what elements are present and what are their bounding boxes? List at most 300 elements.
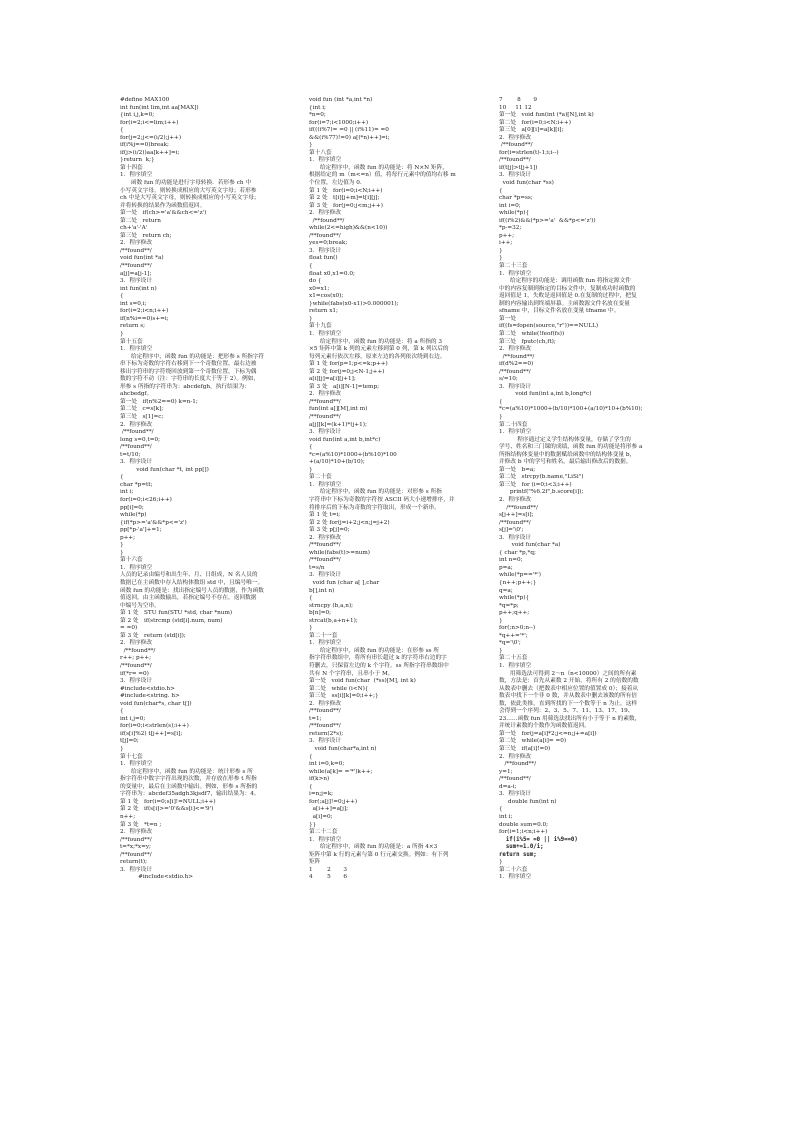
text-line: /**found**/	[120, 444, 152, 451]
text-line: 2．程序修改	[499, 496, 532, 503]
text-line: 从数表中删去（把数表中相应位置的值置成 0）；接着从	[499, 685, 639, 692]
text-line: for(i=1;i<n;i++)	[499, 829, 548, 836]
text-line: /**found**/	[309, 398, 341, 405]
text-line: 函数 fun 的功能是：找出指定编号人员的数据，作为函数	[120, 587, 264, 594]
text-line: void fun(char *a)	[499, 542, 561, 549]
text-line: if(*r= =0)	[120, 670, 149, 677]
text-line: b[],int n)	[309, 587, 335, 594]
text-line: *q='\0';	[499, 640, 521, 647]
text-line: 共有 N 个字符串，且串小于 M。	[309, 670, 394, 677]
text-line: {	[499, 806, 503, 813]
text-line: 第三处 fputc(ch,ft);	[499, 338, 556, 345]
text-line: 个位置，左边值为 0.	[309, 180, 362, 187]
text-line: }	[120, 542, 124, 549]
text-line: void fun(char*a,int n)	[309, 746, 377, 753]
text-line: long s=0,t=0;	[120, 436, 161, 443]
text-line: /**found**/	[120, 851, 152, 858]
text-line: 串下标为奇数的字符右移到下一个奇数位置，最右边被	[120, 361, 257, 368]
text-line: a[j][k]=(k+1)*(j+1);	[309, 421, 367, 428]
text-line: 第三处 a[0][i]=a[k][i];	[499, 127, 564, 134]
text-line: r++; p++;	[120, 655, 152, 662]
text-line: 3．程序设计	[499, 534, 532, 541]
text-line: void fun(char *t, int pp[])	[120, 466, 209, 473]
text-line: }	[499, 255, 503, 262]
text-line: ahcbedgf。	[120, 391, 153, 398]
text-line: }	[120, 330, 124, 337]
text-line: /**found**/	[120, 429, 154, 436]
text-line: 1．程序填空	[499, 663, 532, 670]
text-line: q=a;	[499, 587, 513, 594]
text-line: 数表中找下一个非 0 数，并从数表中删去该数的所有倍	[499, 693, 638, 700]
text-line: 第二处 while(!feof(fs))	[499, 330, 565, 337]
text-line: #include<stdio.h>	[120, 685, 175, 692]
text-line: 程序通过定义学生结构体变量，存储了学生的	[499, 436, 631, 443]
text-line: 给定程序的功能是：调用函数 fun 将指定源文件	[499, 278, 631, 285]
text-line: *c=(a%10)*1000+(b/10)*100+(a/10)*10+(b%10);	[499, 406, 643, 413]
text-line: p++;	[499, 232, 515, 239]
text-line: t=1;	[309, 715, 322, 722]
text-line: return s;	[120, 323, 146, 330]
text-line: /**found**/	[499, 504, 538, 511]
text-line: 第一处 void fun(char (*ss)[M], int k)	[309, 678, 416, 685]
text-line: 1．程序填空	[499, 874, 532, 881]
text-line: 第二处 return	[120, 217, 161, 224]
text-line: 3．程序设计	[309, 247, 342, 254]
text-line: 形参 s 所指的字符串为：abcdefgh，执行结果为：	[120, 383, 250, 390]
text-line: while(a[k]= ='*')k++;	[309, 768, 373, 775]
text-line: /**found**/	[499, 368, 531, 375]
text-line: if(((i%7)= =0 || (i%11)= =0	[309, 127, 389, 134]
text-line: 并统计素数的个数作为函数值返回。	[499, 723, 590, 730]
text-line: 第十四套	[120, 164, 143, 171]
text-line: for(i=strlen(t)-1;i;i--)	[499, 149, 559, 156]
text-line: {	[499, 187, 503, 194]
text-line: 第 3 处 *t=n ;	[120, 821, 162, 828]
text-line: 给定程序中，函数 fun 的功能是：将 a 所指的 3	[309, 338, 443, 345]
text-line: for(j=2;j<=(i/2);j++)	[120, 134, 182, 141]
text-line: { char *p,*q;	[499, 549, 536, 556]
text-line: 字符串中下标为奇数的字符按 ASCII 码大小递增排序，并	[309, 496, 455, 503]
text-line: int i=0;	[499, 202, 521, 209]
text-line: 第二处 for(i=0;i<N;i++)	[499, 119, 571, 126]
text-line: {	[309, 783, 313, 790]
text-line: 第十九套	[309, 323, 332, 330]
text-line: t=*x;*x=y;	[120, 844, 151, 851]
text-line: #include<string. h>	[120, 693, 180, 700]
text-line: sum+=1.0/i;	[499, 844, 544, 851]
text-line: /**found**/	[309, 217, 345, 224]
text-line: 2．程序修改	[120, 421, 153, 428]
text-line: *n=0;	[309, 112, 326, 119]
text-line: {	[120, 708, 124, 715]
text-line: 指字符串中数字字符出现的次数，并存放在形参 t 所指	[120, 776, 257, 783]
text-line: /**found**/	[499, 776, 531, 783]
text-line: 3．程序设计	[309, 738, 342, 745]
text-line: }	[120, 549, 124, 556]
text-line: 7 8 9	[499, 97, 537, 103]
text-line: 1．程序填空	[120, 564, 153, 571]
text-line: /**found**/	[309, 708, 341, 715]
text-line: pp[*p-'a']+=1;	[120, 527, 162, 534]
text-line: b[n]=0;	[309, 610, 332, 617]
text-line: d=a-i;	[499, 783, 517, 790]
text-line: }	[309, 466, 313, 473]
text-line: 第 3 处 p[j]=0;	[309, 527, 350, 534]
text-line: while(*p){	[499, 210, 530, 217]
text-line: for(i=0;i<strlen(s);i++)	[120, 723, 189, 730]
text-line: 符删去，只保留左边的 k 个字符。ss 所指字符串数组中	[309, 663, 449, 670]
text-column-right	[499, 97, 683, 882]
text-line: 第二处 while(a[i]= =0)	[499, 738, 567, 745]
text-line: 所指结构体变量中的数据赋给函数中的结构体变量 b，	[499, 451, 636, 458]
text-line: *p-=32;	[499, 225, 522, 232]
text-line: *q++='*';	[499, 632, 528, 639]
text-line: return(2*s);	[309, 730, 344, 737]
text-line: int i;	[499, 813, 513, 820]
text-line: {	[499, 398, 503, 405]
text-line: void fun (char a[ ],char	[309, 580, 380, 586]
text-line: 给定程序中，函数 fun 的功能是：把形参 s 所指字符	[120, 353, 265, 360]
text-line: 第二十五套	[499, 655, 528, 662]
text-line: while(*p=='*')	[499, 572, 541, 579]
text-line: for(i=0;i<26;i++)	[120, 496, 172, 503]
text-line: a[i]=0;	[309, 813, 333, 820]
text-line: 第十七套	[120, 753, 143, 760]
text-line: {if(*p>='a'&&*p<='z')	[120, 519, 187, 526]
text-line: if((fs=fopen(source,"r"))==NULL)	[499, 323, 599, 330]
text-line: double fun(int n)	[499, 798, 557, 805]
text-line: 3．程序设计	[120, 678, 153, 685]
text-line: return sum;	[499, 851, 537, 858]
text-line: double sum=0.0;	[499, 821, 549, 828]
text-line: 3．程序设计	[309, 572, 342, 579]
text-line: }}	[309, 821, 317, 828]
text-line: 1．程序填空	[309, 157, 342, 164]
text-line: 23……函数 fun 用筛选法找出所有小于等于 n 的素数，	[499, 715, 641, 722]
text-line: }	[309, 315, 313, 322]
text-line: 给定程序中，函数 fun 的功能是：对形参 s 所指	[309, 489, 442, 496]
text-line: t[j]=0;	[120, 738, 139, 745]
text-line: t=t/10;	[120, 451, 141, 458]
text-line: i++;	[499, 240, 513, 247]
text-line: 2．程序修改	[499, 346, 532, 353]
text-line: 3．程序设计	[499, 791, 532, 798]
text-line: 小写英文字母，则转换成相应的大写英文字母；若形参	[120, 187, 257, 194]
text-line: 2．程序修改	[120, 640, 153, 647]
text-line: 第二十三套	[499, 263, 528, 270]
text-line: #define MAX100	[120, 97, 170, 103]
text-line: /**found**/	[120, 836, 152, 843]
text-line: 第 3 处 a[i][N-1]=temp;	[309, 383, 380, 390]
text-line: int i=0,k=0;	[309, 761, 345, 768]
text-line: p++;	[120, 534, 136, 541]
text-line: /**found**/	[499, 353, 535, 360]
text-line: 第 1 处 STU fun(STU *std, char *num)	[120, 610, 233, 617]
text-line: fun(int a[][M],int m)	[309, 406, 368, 413]
text-line: s/=10;	[499, 376, 518, 383]
text-line: 1．程序填空	[309, 481, 342, 488]
text-line: yes=0;break;	[309, 240, 348, 247]
text-line: 第一处 if(n%2==0) k=n-1;	[120, 398, 198, 405]
text-line: 中编号为空串。	[120, 602, 160, 609]
text-line: {	[309, 444, 313, 451]
text-line: y=1;	[499, 768, 513, 775]
text-line: ch+'a'-'A'	[120, 225, 148, 232]
text-line: int n=0;	[499, 557, 523, 564]
text-line: 1．程序填空	[120, 346, 153, 353]
text-line: 矩阵中第 k 行的元素与第 0 行元素交换。例如：有下列	[309, 851, 449, 858]
text-line: 第 2 处 if(strcmp (std[i].num, num)	[120, 617, 223, 624]
text-line: 3．程序设计	[120, 866, 153, 873]
text-line: 第十五套	[120, 338, 143, 345]
text-line: }	[499, 617, 503, 624]
text-line: 第 1 处 for(i=0;s[i]!=NULL;i++)	[120, 798, 216, 805]
text-line: 第 3 处 return (std[i]);	[120, 632, 186, 639]
text-line: return(t);	[120, 859, 148, 866]
text-line: {	[120, 293, 124, 300]
text-line: {int i,j,k=0;	[120, 112, 155, 119]
text-line: /**found**/	[499, 157, 531, 164]
text-line: 第二处 strcpy(b.name,"LiSi")	[499, 474, 584, 481]
text-line: }	[309, 142, 313, 149]
text-line: /**found**/	[309, 232, 341, 239]
text-line: 1．程序填空	[309, 836, 342, 843]
text-line: 第一处	[499, 315, 517, 322]
text-line: void fun (int *a,int *n)	[309, 97, 373, 103]
text-line: {	[309, 263, 313, 270]
text-line: if(n%i==0)s+=i;	[120, 315, 169, 322]
text-line: int i;	[120, 489, 134, 496]
text-line: 第一处 void fun(int (*a)[N],int k)	[499, 112, 594, 119]
text-line: 第三处 ss[i][k]=0;i++;}	[309, 693, 379, 700]
text-column-middle	[309, 97, 494, 882]
text-line: int fun(int lim,int aa[MAX])	[120, 104, 199, 111]
text-line: 4 5 6	[309, 874, 347, 881]
text-line: 第二十六套	[499, 866, 528, 873]
text-line: char *p=tt;	[120, 481, 153, 488]
text-line: }while(fabs(x0-x1)>0.000001);	[309, 300, 399, 307]
text-column-left	[120, 97, 304, 882]
text-line: 第一处 for(j=a[i]*2;j<=n;j+=a[i])	[499, 730, 597, 737]
text-line: /**found**/	[309, 723, 341, 730]
text-line: 1 2 3	[309, 866, 347, 873]
text-line: 人员的记录由编号和出生年、月、日组成，N 名人员的	[120, 572, 258, 579]
text-line: 第十六套	[120, 557, 143, 564]
text-line: /**found**/	[120, 663, 152, 670]
text-line: for(i=7;i<1000;i++)	[309, 119, 369, 126]
text-line: 并修改 b 中的学号和姓名，最后输出修改后的数据。	[499, 459, 632, 466]
text-line: 3．程序设计	[120, 459, 153, 466]
text-line: i=n;j=k;	[309, 791, 334, 798]
text-line: 给定程序中，函数 fun 的功能是：统计形参 s 所	[120, 768, 253, 775]
text-line: /**found**/	[499, 142, 533, 149]
text-line: }	[309, 625, 313, 632]
text-line: 3．程序设计	[499, 383, 532, 390]
text-line: if(j>(i/2))aa[k++]=i;	[120, 149, 180, 156]
text-line: 2．程序修改	[120, 240, 153, 247]
text-line: int s=0,i;	[120, 300, 147, 307]
text-line: 第 1 处 t=i;	[309, 512, 341, 519]
text-line: 第 3 处 for(j=0;j<m;j++)	[309, 202, 383, 209]
text-line: if(t[j]>t[j+1])	[499, 164, 538, 171]
text-line: 第三处 if(a[i]!=0)	[499, 746, 551, 753]
text-line: if(s[i]%2) t[j++]=s[i];	[120, 730, 183, 737]
text-line: 第二十套	[309, 474, 332, 481]
text-line: int fun(int n)	[120, 285, 157, 292]
text-line: 数据已在主函数中存入结构体数组 std 中，且编号唯一。	[120, 580, 264, 586]
text-line: 2．程序修改	[499, 753, 532, 760]
text-line: 会得到一个序列：2、3、5、7、11、13、17、19、	[499, 708, 634, 715]
text-line: 第十八套	[309, 149, 332, 156]
text-line: 1．程序填空	[120, 761, 153, 768]
text-line: 用筛选法可得到 2～n（n<10000）之间的所有素	[499, 670, 637, 677]
text-line: {	[309, 595, 313, 602]
text-line: 数，依此类推，直到所找的下一个数等于 n 为止。这样	[499, 700, 638, 707]
text-line: = =0)	[120, 625, 138, 632]
text-line: 2．程序修改	[120, 829, 153, 836]
text-line: 1．程序填空	[309, 640, 342, 647]
text-line: 并将转换的结果作为函数值返回。	[120, 202, 206, 209]
text-line: 第 1 处 for(p=1;p<=k;p++)	[309, 361, 388, 368]
text-line: a[i][j]=a[i][j+1];	[309, 376, 356, 383]
text-line: 3．程序设计	[309, 429, 342, 436]
text-line: *c=(a%10)*1000+(b%10)*100	[309, 451, 397, 458]
text-line: }	[499, 413, 503, 420]
text-line: 数的字符不动（注：字符串的长度大于等于 2）。例如，	[120, 376, 260, 383]
text-line: 中的内容复制到指定的目标文件中，复制成功时函数的	[499, 285, 636, 292]
text-line: /**found**/	[499, 761, 537, 768]
text-line: /**found**/	[120, 263, 152, 270]
text-line: if(k>n)	[309, 776, 330, 783]
text-line: }	[499, 647, 503, 654]
text-line: 给定程序中，函数 fun 的功能是：将 N×N 矩阵，	[309, 164, 448, 171]
text-line: do {	[309, 278, 322, 285]
text-line: 字符串为：abcdef35adgh3kjsdf7，输出结果为：4。	[120, 791, 260, 798]
text-line: 第一处 b=a;	[499, 466, 536, 473]
text-line: ch 中是大写英文字母，则转换成相应的小写英文字母；	[120, 195, 260, 202]
text-line: for(;a[j]!=0;j++)	[309, 798, 358, 805]
text-line: void fun(int a,int b,long*c)	[499, 391, 592, 398]
text-line: 给定程序中，函数 fun 的功能是：a 所指 4×3	[309, 844, 438, 851]
text-line: 指字符串数组中，将所有串长超过 k 的字符串右边的字	[309, 655, 447, 662]
text-line: 第一处 if(ch>='a'&&ch<='z')	[120, 210, 207, 217]
text-line: 根据给定的 m（m<=n）值，将每行元素中的值均右移 m	[309, 172, 456, 179]
text-line: /**found**/	[309, 413, 341, 420]
text-line: 的变量中，最后在主函数中输出。例如，形参 s 所指的	[120, 783, 258, 790]
text-line: printf("%6.2f",b.score[i]);	[499, 489, 584, 496]
text-line: 2．程序修改	[309, 534, 342, 541]
text-line: t=s/n	[309, 564, 325, 571]
text-line: void fun(char *ss)	[499, 180, 554, 187]
text-line: pp[i]=0;	[120, 504, 144, 511]
text-line: 第二处 c=s[k];	[120, 406, 164, 413]
text-line: {	[120, 127, 124, 134]
text-line: x1=cos(x0);	[309, 293, 344, 300]
text-line: while(*p){	[499, 595, 530, 602]
text-line: if(i%5= =0 || i%9==0)	[499, 836, 578, 843]
text-line: s[j++]=s[i];	[499, 512, 534, 519]
text-line: 第二处 while (i<N){	[309, 685, 369, 692]
text-line: 数，方法是：首先从素数 2 开始，将所有 2 的倍数的数	[499, 678, 639, 685]
text-line: float fun()	[309, 255, 338, 262]
text-line: for(i=2;i<=lim;i++)	[120, 119, 179, 126]
text-line: 2．程序修改	[309, 700, 342, 707]
text-line: /**found**/	[120, 247, 152, 254]
text-line: +(a/10)*10+(b/10);	[309, 459, 365, 466]
text-line: 学号、姓名和三门课的成绩，函数 fun 的功能是将形参 a	[499, 444, 643, 451]
text-line: while(*p)	[120, 512, 147, 519]
text-line: }return k;}	[120, 157, 155, 164]
text-line: /**found**/	[120, 647, 156, 654]
text-line: a[j]=a[j-1];	[120, 270, 152, 277]
text-line: }	[499, 859, 503, 866]
text-line: &&(i%77)!=0) a[(*n)++]=i;	[309, 134, 390, 141]
text-line: 第二十一套	[309, 632, 338, 639]
text-line: ×5 矩阵中第 k 列的元素左移到第 0 列，第 k 列以后的	[309, 346, 449, 353]
text-line: 制的内容输出到终端屏幕。主函数源文件名放在变量	[499, 300, 630, 307]
text-line: 矩阵	[309, 859, 321, 866]
text-line: #include<stdio.h>	[120, 874, 194, 881]
text-line: void fun(int *a)	[120, 255, 164, 262]
text-line: 第 2 处 for(j=i+2;j<n;j=j+2)	[309, 519, 390, 526]
text-line: 值返回，由主函数输出，若指定编号不存在，返回数据	[120, 595, 257, 602]
text-line: 第二十二套	[309, 829, 338, 836]
text-line: int i,j=0;	[120, 715, 146, 722]
text-line: /**found**/	[309, 542, 341, 549]
text-line: }	[499, 247, 503, 254]
text-line: }	[120, 746, 124, 753]
text-line: /**found**/	[499, 519, 531, 526]
text-line: 返回值是 1，失败是返回值是 0.在复制的过程中，把复	[499, 293, 637, 300]
text-line: char *p=ss;	[499, 195, 533, 202]
text-line: 第三处 for (i=0;i<3;i++)	[499, 481, 572, 488]
text-line: x0=x1;	[309, 285, 330, 292]
text-line: /**found**/	[309, 557, 341, 564]
text-line: n++;	[120, 813, 136, 820]
text-line: p++;q++;	[499, 610, 530, 617]
text-line: if((i%2)&&(*p>='a' &&*p<='z'))	[499, 217, 596, 224]
text-line: 1．程序填空	[120, 172, 153, 179]
text-line: void fun(int a,int b,int*c)	[309, 436, 381, 443]
text-line: {	[309, 753, 313, 760]
text-line: 10 11 12	[499, 104, 532, 111]
text-line: 第 1 处 for(i=0;i<N;i++)	[309, 187, 383, 194]
text-line: return x1;	[309, 308, 338, 315]
text-line: strncpy (b,a,n);	[309, 602, 354, 609]
text-line: 第三处 s[1]=c;	[120, 413, 164, 420]
text-line: a[i++]=a[j];	[309, 806, 349, 813]
text-line: if(i%j==0)break;	[120, 142, 169, 149]
text-line: strcat(b,a+n+1);	[309, 617, 358, 624]
text-line: 第二十四套	[499, 421, 528, 428]
text-line: {int i;	[309, 104, 326, 111]
text-line: 将排序后的下标为奇数的字符取出，形成一个新串。	[309, 504, 440, 511]
text-line: {	[120, 474, 124, 481]
text-line: 1．程序填空	[499, 429, 532, 436]
text-line: 第 2 处 t[i][j+m]=t[i][j];	[309, 195, 380, 202]
text-line: 第 2 处 for(j=0;j<N-1;j++)	[309, 368, 385, 375]
text-line: 1．程序填空	[309, 330, 342, 337]
text-line: 函数 fun 的功能是进行字母转换．若形参 ch 中	[120, 180, 252, 187]
text-line: float x0,x1=0.0;	[309, 270, 355, 277]
text-line: {n++;p++;}	[499, 580, 537, 586]
text-line: s[j]='\0';	[499, 527, 524, 534]
text-line: 每列元素行依次左移，原来左边的各列依次绕到右边。	[309, 353, 446, 360]
text-line: *q=*p;	[499, 602, 519, 609]
text-line: 2．程序修改	[499, 134, 532, 141]
text-line: if(d%2==0)	[499, 361, 534, 368]
text-line: 2．程序修改	[309, 210, 342, 217]
